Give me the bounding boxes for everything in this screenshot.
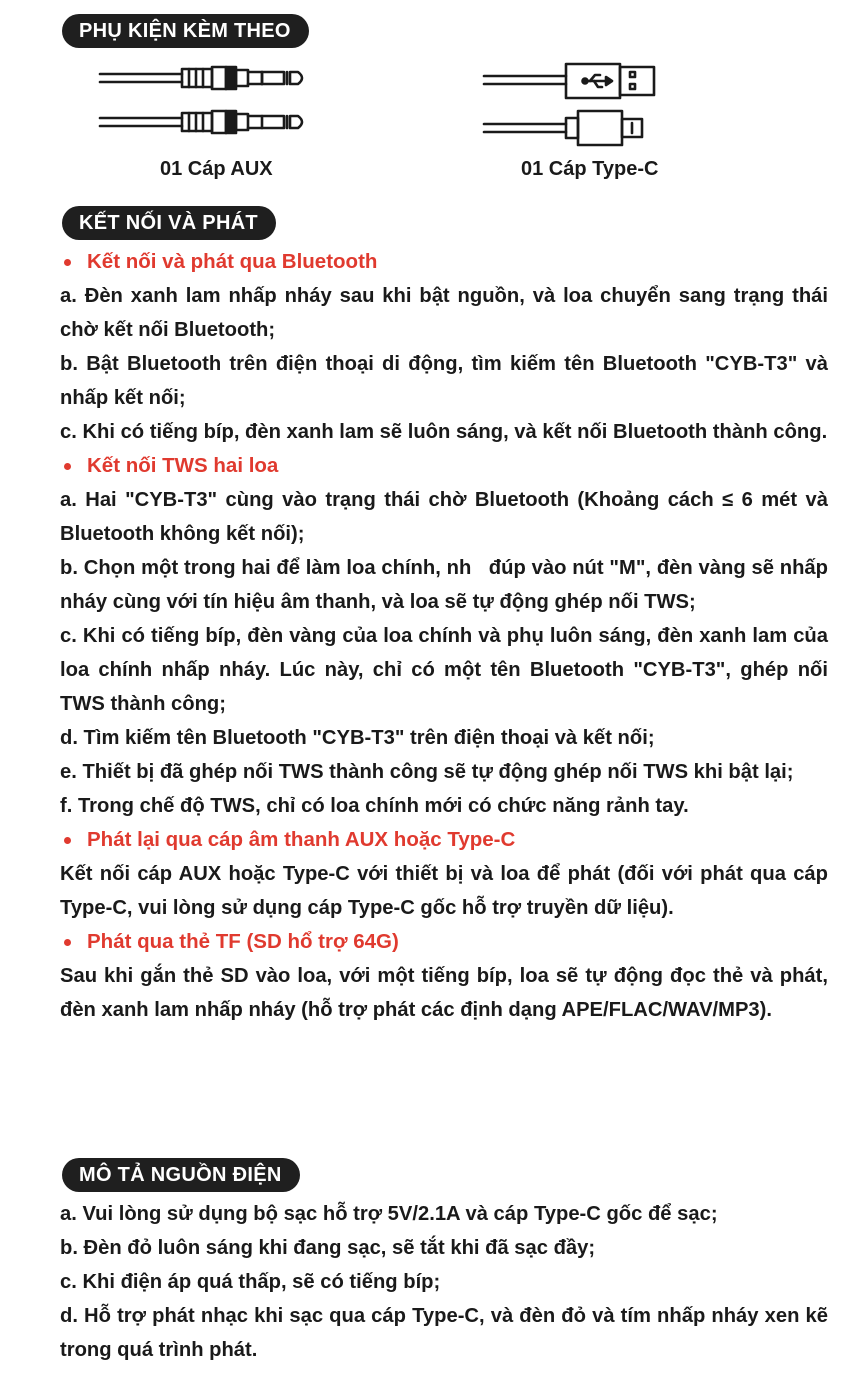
connect-heading (62, 206, 276, 240)
tws-step: d. Tìm kiếm tên Bluetooth "CYB-T3" trên điện thoại và kết nối; (60, 727, 655, 749)
accessories-heading (62, 14, 309, 48)
power-heading-label: MÔ TẢ NGUỒN ĐIỆN (79, 1163, 282, 1186)
bluetooth-step: a. Đèn xanh lam nhấp nháy sau khi bật nguồn, và loa chuyển sang trạng thái chờ kết nối Bluetooth; (60, 285, 828, 341)
bullet-icon (64, 463, 71, 470)
tws-title: Kết nối TWS hai loa (87, 454, 279, 477)
tf-subheading (60, 925, 828, 959)
bluetooth-subheading (60, 245, 828, 279)
power-item: a. Vui lòng sử dụng bộ sạc hỗ trợ 5V/2.1A và cáp Type-C gốc để sạc; (60, 1203, 718, 1225)
cable-illustrations (0, 58, 860, 188)
aux-subheading (60, 823, 828, 857)
tws-step: b. Chọn một trong hai để làm loa chính, nh đúp vào nút "M", đèn vàng sẽ nhấp nháy cùng với tín hiệu âm thanh, và loa sẽ tự động ghép nối TWS; (60, 557, 834, 613)
tf-text: Sau khi gắn thẻ SD vào loa, với một tiếng bíp, loa sẽ tự động đọc thẻ và phát, đèn xanh lam nhấp nháy (hỗ trợ phát các định dạng APE/FLAC/WAV/MP3). (60, 965, 828, 1021)
aux-title: Phát lại qua cáp âm thanh AUX hoặc Type-C (87, 828, 516, 851)
typec-cable-icon (484, 64, 654, 145)
bullet-icon (64, 259, 71, 266)
power-heading (62, 1158, 300, 1192)
bullet-icon (64, 939, 71, 946)
aux-text: Kết nối cáp AUX hoặc Type-C với thiết bị và loa để phát (đối với phát qua cáp Type-C, vui lòng sử dụng cáp Type-C gốc hỗ trợ truyền dữ liệu). (60, 863, 828, 919)
tws-step: e. Thiết bị đã ghép nối TWS thành công sẽ tự động ghép nối TWS khi bật lại; (60, 761, 794, 783)
power-item: c. Khi điện áp quá thấp, sẽ có tiếng bíp; (60, 1271, 441, 1293)
power-item: d. Hỗ trợ phát nhạc khi sạc qua cáp Type-C, và đèn đỏ và tím nhấp nháy xen kẽ trong quá trình phát. (60, 1305, 828, 1361)
connect-heading-label: KẾT NỐI VÀ PHÁT (79, 211, 258, 234)
usb-symbol-icon (583, 75, 613, 87)
bluetooth-step: c. Khi có tiếng bíp, đèn xanh lam sẽ luôn sáng, và kết nối Bluetooth thành công. (60, 421, 828, 443)
power-item: b. Đèn đỏ luôn sáng khi đang sạc, sẽ tắt khi đã sạc đầy; (60, 1237, 596, 1259)
tws-step: f. Trong chế độ TWS, chỉ có loa chính mới có chức năng rảnh tay. (60, 795, 689, 817)
tf-title: Phát qua thẻ TF (SD hổ trợ 64G) (87, 930, 399, 953)
aux-cable-caption: 01 Cáp AUX (160, 158, 273, 180)
power-section (60, 1197, 828, 1367)
tws-subheading (60, 449, 828, 483)
bluetooth-title: Kết nối và phát qua Bluetooth (87, 250, 378, 273)
accessories-heading-label: PHỤ KIỆN KÈM THEO (79, 19, 291, 42)
connect-section (60, 245, 834, 1027)
typec-cable-caption: 01 Cáp Type-C (521, 158, 659, 180)
tws-step: a. Hai "CYB-T3" cùng vào trạng thái chờ Bluetooth (Khoảng cách ≤ 6 mét và Bluetooth không kết nối); (60, 489, 828, 545)
bluetooth-step: b. Bật Bluetooth trên điện thoại di động, tìm kiếm tên Bluetooth "CYB-T3" và nhấp kết nối; (60, 353, 828, 409)
bullet-icon (64, 837, 71, 844)
aux-cable-icon (100, 67, 302, 133)
tws-step: c. Khi có tiếng bíp, đèn vàng của loa chính và phụ luôn sáng, đèn xanh lam của loa chính nhấp nháy. Lúc này, chỉ có một tên Bluetooth "CYB-T3", ghép nối TWS thành công; (60, 625, 828, 715)
